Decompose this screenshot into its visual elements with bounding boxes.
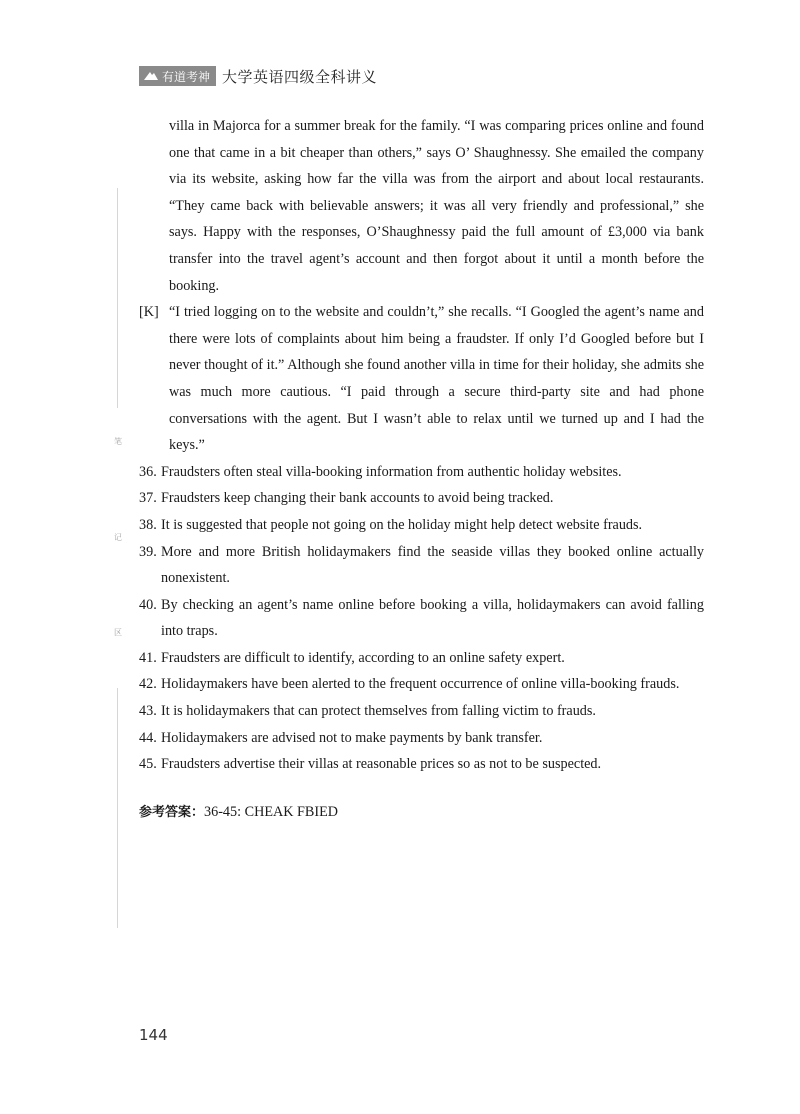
statement-text: More and more British holidaymakers find the seaside villas they booked online actually nonexistent. <box>161 543 704 587</box>
statement-number: 44. <box>139 729 157 746</box>
statement-number: 42. <box>139 676 157 693</box>
list-item <box>139 671 704 698</box>
statement-number: 37. <box>139 490 157 507</box>
statement-number: 41. <box>139 649 157 666</box>
statement-number: 45. <box>139 756 157 773</box>
answer-label: 参考答案： <box>139 804 205 820</box>
statement-text: Fraudsters are difficult to identify, according to an online safety expert. <box>161 649 565 666</box>
notes-margin-rule-upper <box>117 188 118 408</box>
statement-text: It is suggested that people not going on the holiday might help detect website frauds. <box>161 516 643 533</box>
answer-key <box>139 799 704 827</box>
statement-number: 39. <box>139 543 157 560</box>
statement-number: 38. <box>139 516 157 533</box>
statement-number: 40. <box>139 596 157 613</box>
statement-number: 43. <box>139 703 157 720</box>
list-item <box>139 512 704 539</box>
passage-continuation: villa in Majorca for a summer break for the family. “I was comparing prices online and found one that came in a bit cheaper than others,” says O’ Shaughnessy. She emailed the company via its website, asking how far the villa was from the airport and about local restaurants. “They came back with believable answers; it was all very friendly and professional,” she says. Happy with the responses, O’Shaughnessy paid the full amount of £3,000 via bank transfer into the travel agent’s account and then forgot about it until a month before the booking. <box>169 118 704 294</box>
statement-text: Fraudsters often steal villa-booking information from authentic holiday websites. <box>161 463 622 480</box>
paragraph-text: “I tried logging on to the website and couldn’t,” she recalls. “I Googled the agent’s name and there were lots of complaints about him being a fraudster. If only I’d Googled before but I never thought of it.” Although she found another villa in time for their holiday, she admits she was much more cautious. “I paid through a secure third-party site and had phone conversations with the agent. But I wasn’t able to relax until we turned up and I had the keys.” <box>169 304 704 454</box>
statement-text: Fraudsters keep changing their bank accounts to avoid being tracked. <box>161 490 554 507</box>
list-item <box>139 485 704 512</box>
statement-list <box>139 459 704 778</box>
margin-note-char: 区 <box>114 628 122 637</box>
statement-text: Holidaymakers are advised not to make payments by bank transfer. <box>161 729 543 746</box>
paragraph-label: [K] <box>139 304 159 321</box>
statement-text: Fraudsters advertise their villas at reasonable prices so as not to be suspected. <box>161 756 602 773</box>
statement-text: By checking an agent’s name online before booking a villa, holidaymakers can avoid falling into traps. <box>161 596 704 640</box>
list-item <box>139 698 704 725</box>
list-item <box>139 751 704 778</box>
statement-number: 36. <box>139 463 157 480</box>
list-item <box>139 592 704 645</box>
list-item <box>139 725 704 752</box>
list-item <box>139 539 704 592</box>
statement-text: Holidaymakers have been alerted to the frequent occurrence of online villa-booking frauds. <box>161 676 680 693</box>
brand-logo-text: 有道考神 <box>162 69 211 84</box>
margin-note-char: 记 <box>114 533 122 542</box>
cap-logo-icon <box>143 70 159 82</box>
margin-note-char: 笔 <box>114 437 122 446</box>
page-content <box>139 113 704 826</box>
notes-margin-rule-lower <box>117 688 118 928</box>
running-header <box>139 66 377 86</box>
book-title: 大学英语四级全科讲义 <box>222 67 378 86</box>
list-item <box>139 645 704 672</box>
paragraph-k <box>139 299 704 459</box>
answer-value: 36-45: CHEAK FBIED <box>204 803 339 820</box>
list-item <box>139 459 704 486</box>
brand-logo <box>139 66 216 86</box>
statement-text: It is holidaymakers that can protect themselves from falling victim to frauds. <box>161 703 596 720</box>
page-number: 144 <box>139 1026 168 1044</box>
